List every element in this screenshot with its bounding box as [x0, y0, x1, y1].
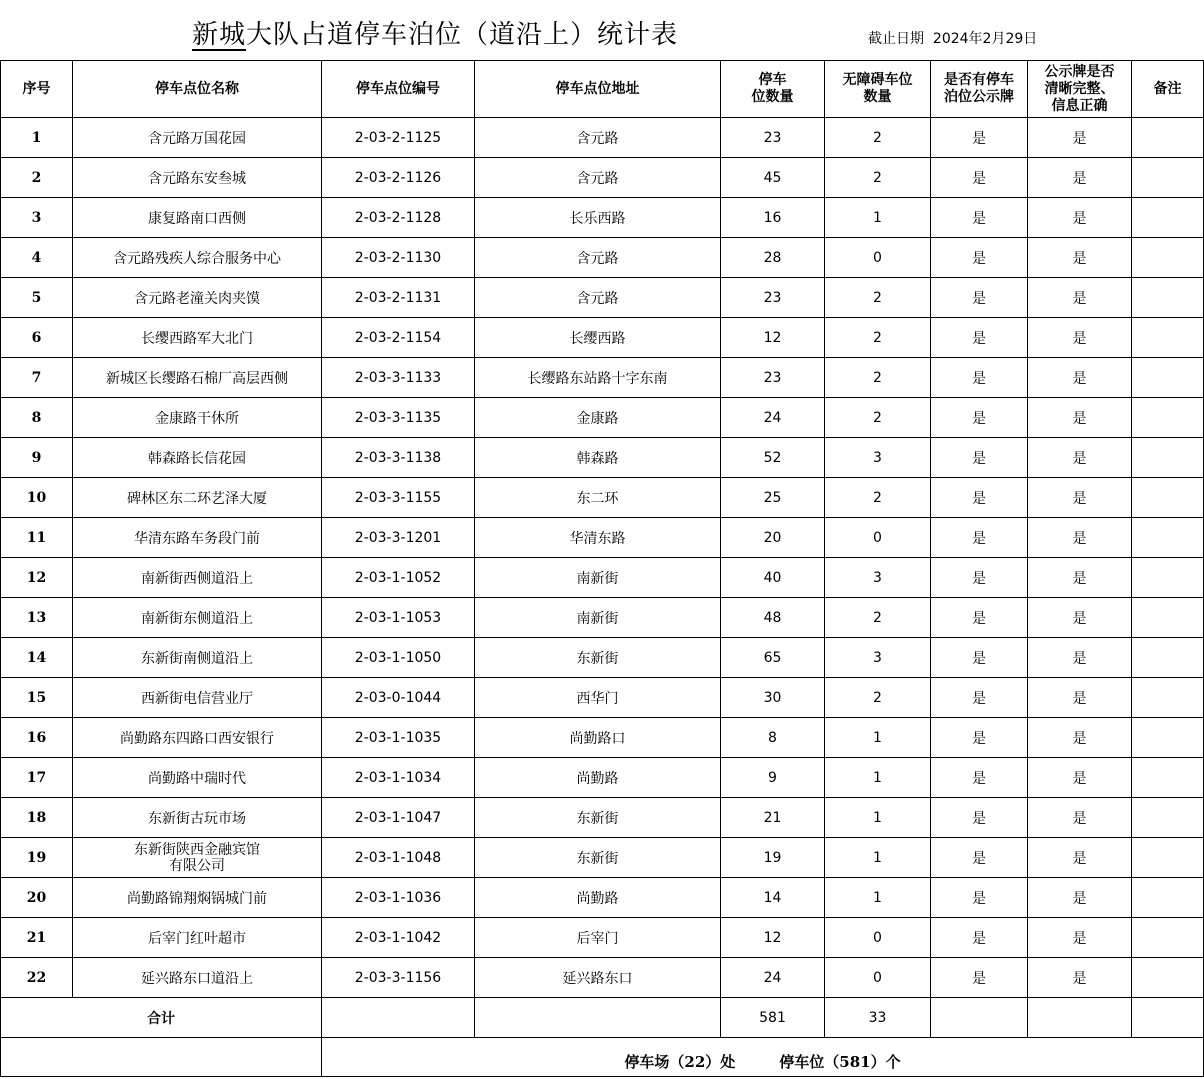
summary-row	[1, 1038, 1204, 1077]
total-accessible: 33	[825, 998, 931, 1038]
cell-index: 15	[1, 678, 73, 718]
cell-name: 含元路老潼关肉夹馍	[73, 278, 322, 318]
cell-sign: 是	[931, 638, 1028, 678]
cell-remarks	[1132, 878, 1204, 918]
cell-remarks	[1132, 678, 1204, 718]
table-row	[1, 878, 1204, 918]
cell-remarks	[1132, 118, 1204, 158]
cell-name: 含元路万国花园	[73, 118, 322, 158]
cell-name: 东新街古玩市场	[73, 798, 322, 838]
cell-index: 6	[1, 318, 73, 358]
cell-address: 尚勤路	[475, 758, 721, 798]
cell-code: 2-03-2-1128	[322, 198, 475, 238]
total-empty	[1132, 998, 1204, 1038]
cell-remarks	[1132, 478, 1204, 518]
cell-code: 2-03-1-1035	[322, 718, 475, 758]
cell-info: 是	[1028, 918, 1132, 958]
cell-accessible: 3	[825, 638, 931, 678]
cell-info: 是	[1028, 678, 1132, 718]
header-spaces: 停车 位数量	[721, 61, 825, 118]
cell-accessible: 2	[825, 318, 931, 358]
cell-spaces: 45	[721, 158, 825, 198]
cell-index: 22	[1, 958, 73, 998]
cell-index: 1	[1, 118, 73, 158]
total-spaces: 581	[721, 998, 825, 1038]
cell-info: 是	[1028, 518, 1132, 558]
cell-info: 是	[1028, 718, 1132, 758]
cell-name: 尚勤路东四路口西安银行	[73, 718, 322, 758]
cell-accessible: 2	[825, 398, 931, 438]
cell-address: 西华门	[475, 678, 721, 718]
cell-accessible: 0	[825, 958, 931, 998]
cell-address: 含元路	[475, 278, 721, 318]
cell-info: 是	[1028, 638, 1132, 678]
cell-remarks	[1132, 638, 1204, 678]
cell-remarks	[1132, 958, 1204, 998]
title-text: 大队占道停车泊位（道沿上）统计表	[246, 20, 679, 50]
cutoff-date	[868, 28, 1037, 48]
cell-remarks	[1132, 358, 1204, 398]
cell-spaces: 25	[721, 478, 825, 518]
cell-spaces: 12	[721, 318, 825, 358]
header-remarks: 备注	[1132, 61, 1204, 118]
cell-code: 2-03-2-1126	[322, 158, 475, 198]
cell-sign: 是	[931, 918, 1028, 958]
cell-accessible: 2	[825, 118, 931, 158]
cell-address: 韩森路	[475, 438, 721, 478]
cell-spaces: 20	[721, 518, 825, 558]
cell-info: 是	[1028, 318, 1132, 358]
cell-spaces: 23	[721, 358, 825, 398]
cell-address: 金康路	[475, 398, 721, 438]
cell-index: 5	[1, 278, 73, 318]
cell-index: 8	[1, 398, 73, 438]
cell-info: 是	[1028, 598, 1132, 638]
cell-remarks	[1132, 238, 1204, 278]
cell-name: 尚勤路中瑞时代	[73, 758, 322, 798]
cell-spaces: 24	[721, 398, 825, 438]
table-row	[1, 398, 1204, 438]
cell-index: 3	[1, 198, 73, 238]
cell-accessible: 2	[825, 478, 931, 518]
cell-accessible: 2	[825, 678, 931, 718]
cell-info: 是	[1028, 838, 1132, 878]
total-label: 合计	[1, 998, 322, 1038]
cell-info: 是	[1028, 118, 1132, 158]
cell-spaces: 12	[721, 918, 825, 958]
header-index: 序号	[1, 61, 73, 118]
cell-address: 东新街	[475, 798, 721, 838]
cell-accessible: 3	[825, 438, 931, 478]
cell-code: 2-03-2-1130	[322, 238, 475, 278]
cell-accessible: 1	[825, 198, 931, 238]
table-row	[1, 598, 1204, 638]
header-info: 公示牌是否 清晰完整、 信息正确	[1028, 61, 1132, 118]
cell-sign: 是	[931, 118, 1028, 158]
cell-remarks	[1132, 918, 1204, 958]
table-row	[1, 158, 1204, 198]
cell-code: 2-03-2-1125	[322, 118, 475, 158]
cell-accessible: 0	[825, 518, 931, 558]
table-row	[1, 718, 1204, 758]
cell-spaces: 16	[721, 198, 825, 238]
table-row	[1, 958, 1204, 998]
cell-name: 新城区长缨路石棉厂高层西侧	[73, 358, 322, 398]
cell-code: 2-03-1-1036	[322, 878, 475, 918]
cell-index: 17	[1, 758, 73, 798]
table-row	[1, 278, 1204, 318]
cell-info: 是	[1028, 558, 1132, 598]
cell-info: 是	[1028, 358, 1132, 398]
cell-sign: 是	[931, 158, 1028, 198]
cell-index: 11	[1, 518, 73, 558]
summary-spaces: 停车位（581）个	[779, 1052, 901, 1071]
cell-info: 是	[1028, 278, 1132, 318]
summary-lots: 停车场（22）处	[624, 1052, 736, 1071]
cell-accessible: 2	[825, 598, 931, 638]
cell-code: 2-03-2-1131	[322, 278, 475, 318]
cell-accessible: 2	[825, 358, 931, 398]
cell-sign: 是	[931, 198, 1028, 238]
cell-index: 10	[1, 478, 73, 518]
table-row	[1, 198, 1204, 238]
cell-code: 2-03-3-1138	[322, 438, 475, 478]
cell-remarks	[1132, 598, 1204, 638]
cell-accessible: 1	[825, 758, 931, 798]
table-row	[1, 558, 1204, 598]
header-sign: 是否有停车 泊位公示牌	[931, 61, 1028, 118]
cell-remarks	[1132, 558, 1204, 598]
cell-spaces: 30	[721, 678, 825, 718]
cell-address: 尚勤路口	[475, 718, 721, 758]
cell-name: 延兴路东口道沿上	[73, 958, 322, 998]
cell-spaces: 14	[721, 878, 825, 918]
cell-sign: 是	[931, 278, 1028, 318]
cell-accessible: 2	[825, 158, 931, 198]
cell-address: 长缨路东站路十字东南	[475, 358, 721, 398]
cell-index: 2	[1, 158, 73, 198]
cell-address: 后宰门	[475, 918, 721, 958]
cell-info: 是	[1028, 398, 1132, 438]
cell-spaces: 23	[721, 118, 825, 158]
cell-remarks	[1132, 798, 1204, 838]
cell-spaces: 40	[721, 558, 825, 598]
cell-name: 含元路残疾人综合服务中心	[73, 238, 322, 278]
cell-name: 含元路东安叁城	[73, 158, 322, 198]
summary-cell	[322, 1038, 1204, 1077]
cell-sign: 是	[931, 798, 1028, 838]
cell-sign: 是	[931, 358, 1028, 398]
cell-remarks	[1132, 318, 1204, 358]
table-row	[1, 758, 1204, 798]
cell-spaces: 65	[721, 638, 825, 678]
cell-info: 是	[1028, 758, 1132, 798]
cell-name: 西新街电信营业厅	[73, 678, 322, 718]
cell-accessible: 1	[825, 878, 931, 918]
cell-sign: 是	[931, 758, 1028, 798]
cell-address: 含元路	[475, 118, 721, 158]
cell-name: 华清东路车务段门前	[73, 518, 322, 558]
cell-index: 19	[1, 838, 73, 878]
cell-index: 12	[1, 558, 73, 598]
cell-spaces: 24	[721, 958, 825, 998]
cell-accessible: 1	[825, 838, 931, 878]
cell-accessible: 0	[825, 238, 931, 278]
cell-spaces: 48	[721, 598, 825, 638]
cell-address: 华清东路	[475, 518, 721, 558]
table-row	[1, 318, 1204, 358]
cell-code: 2-03-3-1155	[322, 478, 475, 518]
cell-index: 13	[1, 598, 73, 638]
cell-info: 是	[1028, 958, 1132, 998]
cell-info: 是	[1028, 198, 1132, 238]
title-bar	[0, 0, 1204, 60]
cell-remarks	[1132, 198, 1204, 238]
cell-spaces: 23	[721, 278, 825, 318]
cell-name: 碑林区东二环艺泽大厦	[73, 478, 322, 518]
cell-remarks	[1132, 718, 1204, 758]
header-name: 停车点位名称	[73, 61, 322, 118]
header-accessible: 无障碍车位 数量	[825, 61, 931, 118]
cell-code: 2-03-2-1154	[322, 318, 475, 358]
cell-sign: 是	[931, 558, 1028, 598]
cell-address: 东二环	[475, 478, 721, 518]
total-row	[1, 998, 1204, 1038]
cell-sign: 是	[931, 878, 1028, 918]
table-row	[1, 118, 1204, 158]
cell-code: 2-03-1-1034	[322, 758, 475, 798]
cell-info: 是	[1028, 438, 1132, 478]
date-label: 截止日期	[868, 31, 924, 47]
cell-sign: 是	[931, 238, 1028, 278]
cell-name: 东新街陕西金融宾馆 有限公司	[73, 838, 322, 878]
cell-sign: 是	[931, 438, 1028, 478]
cell-code: 2-03-1-1050	[322, 638, 475, 678]
cell-index: 20	[1, 878, 73, 918]
table-row	[1, 678, 1204, 718]
cell-spaces: 19	[721, 838, 825, 878]
cell-index: 16	[1, 718, 73, 758]
table-row	[1, 438, 1204, 478]
total-empty	[1028, 998, 1132, 1038]
table-row	[1, 238, 1204, 278]
cell-code: 2-03-1-1047	[322, 798, 475, 838]
cell-info: 是	[1028, 878, 1132, 918]
cell-code: 2-03-1-1042	[322, 918, 475, 958]
parking-table	[0, 60, 1204, 1077]
cell-name: 南新街西侧道沿上	[73, 558, 322, 598]
cell-sign: 是	[931, 718, 1028, 758]
cell-address: 含元路	[475, 158, 721, 198]
table-row	[1, 838, 1204, 878]
header-address: 停车点位地址	[475, 61, 721, 118]
cell-index: 4	[1, 238, 73, 278]
cell-accessible: 1	[825, 718, 931, 758]
cell-info: 是	[1028, 798, 1132, 838]
cell-remarks	[1132, 838, 1204, 878]
header-code: 停车点位编号	[322, 61, 475, 118]
cell-remarks	[1132, 158, 1204, 198]
summary-empty	[1, 1038, 322, 1077]
cell-name: 尚勤路锦翔焖锅城门前	[73, 878, 322, 918]
table-row	[1, 518, 1204, 558]
cell-code: 2-03-1-1048	[322, 838, 475, 878]
total-empty	[931, 998, 1028, 1038]
cell-name: 后宰门红叶超市	[73, 918, 322, 958]
district-name: 新城	[192, 20, 247, 50]
cell-spaces: 21	[721, 798, 825, 838]
cell-code: 2-03-3-1201	[322, 518, 475, 558]
cell-spaces: 52	[721, 438, 825, 478]
cell-address: 南新街	[475, 558, 721, 598]
cell-name: 韩森路长信花园	[73, 438, 322, 478]
cell-name: 康复路南口西侧	[73, 198, 322, 238]
cell-remarks	[1132, 438, 1204, 478]
cell-remarks	[1132, 758, 1204, 798]
total-empty	[475, 998, 721, 1038]
cell-sign: 是	[931, 398, 1028, 438]
cell-sign: 是	[931, 518, 1028, 558]
cell-name: 南新街东侧道沿上	[73, 598, 322, 638]
cell-remarks	[1132, 518, 1204, 558]
date-value: 2024年2月29日	[932, 31, 1038, 47]
cell-code: 2-03-3-1135	[322, 398, 475, 438]
cell-sign: 是	[931, 318, 1028, 358]
cell-index: 21	[1, 918, 73, 958]
cell-address: 东新街	[475, 638, 721, 678]
cell-spaces: 28	[721, 238, 825, 278]
cell-name: 长缨西路军大北门	[73, 318, 322, 358]
cell-accessible: 2	[825, 278, 931, 318]
cell-address: 含元路	[475, 238, 721, 278]
cell-address: 东新街	[475, 838, 721, 878]
cell-name: 金康路干休所	[73, 398, 322, 438]
cell-spaces: 9	[721, 758, 825, 798]
cell-address: 南新街	[475, 598, 721, 638]
cell-code: 2-03-3-1156	[322, 958, 475, 998]
cell-accessible: 3	[825, 558, 931, 598]
cell-index: 9	[1, 438, 73, 478]
cell-accessible: 1	[825, 798, 931, 838]
cell-address: 尚勤路	[475, 878, 721, 918]
total-empty	[322, 998, 475, 1038]
cell-sign: 是	[931, 598, 1028, 638]
cell-info: 是	[1028, 478, 1132, 518]
cell-index: 18	[1, 798, 73, 838]
cell-address: 长缨西路	[475, 318, 721, 358]
cell-address: 长乐西路	[475, 198, 721, 238]
cell-code: 2-03-0-1044	[322, 678, 475, 718]
cell-sign: 是	[931, 678, 1028, 718]
cell-accessible: 0	[825, 918, 931, 958]
cell-remarks	[1132, 278, 1204, 318]
cell-code: 2-03-1-1052	[322, 558, 475, 598]
cell-address: 延兴路东口	[475, 958, 721, 998]
cell-spaces: 8	[721, 718, 825, 758]
cell-index: 7	[1, 358, 73, 398]
cell-info: 是	[1028, 158, 1132, 198]
cell-sign: 是	[931, 478, 1028, 518]
cell-code: 2-03-1-1053	[322, 598, 475, 638]
table-row	[1, 638, 1204, 678]
cell-info: 是	[1028, 238, 1132, 278]
cell-code: 2-03-3-1133	[322, 358, 475, 398]
header-row	[1, 61, 1204, 118]
cell-sign: 是	[931, 838, 1028, 878]
cell-name: 东新街南侧道沿上	[73, 638, 322, 678]
table-row	[1, 358, 1204, 398]
cell-index: 14	[1, 638, 73, 678]
table-row	[1, 918, 1204, 958]
cell-remarks	[1132, 398, 1204, 438]
cell-sign: 是	[931, 958, 1028, 998]
table-row	[1, 798, 1204, 838]
table-row	[1, 478, 1204, 518]
page-title	[160, 14, 678, 51]
